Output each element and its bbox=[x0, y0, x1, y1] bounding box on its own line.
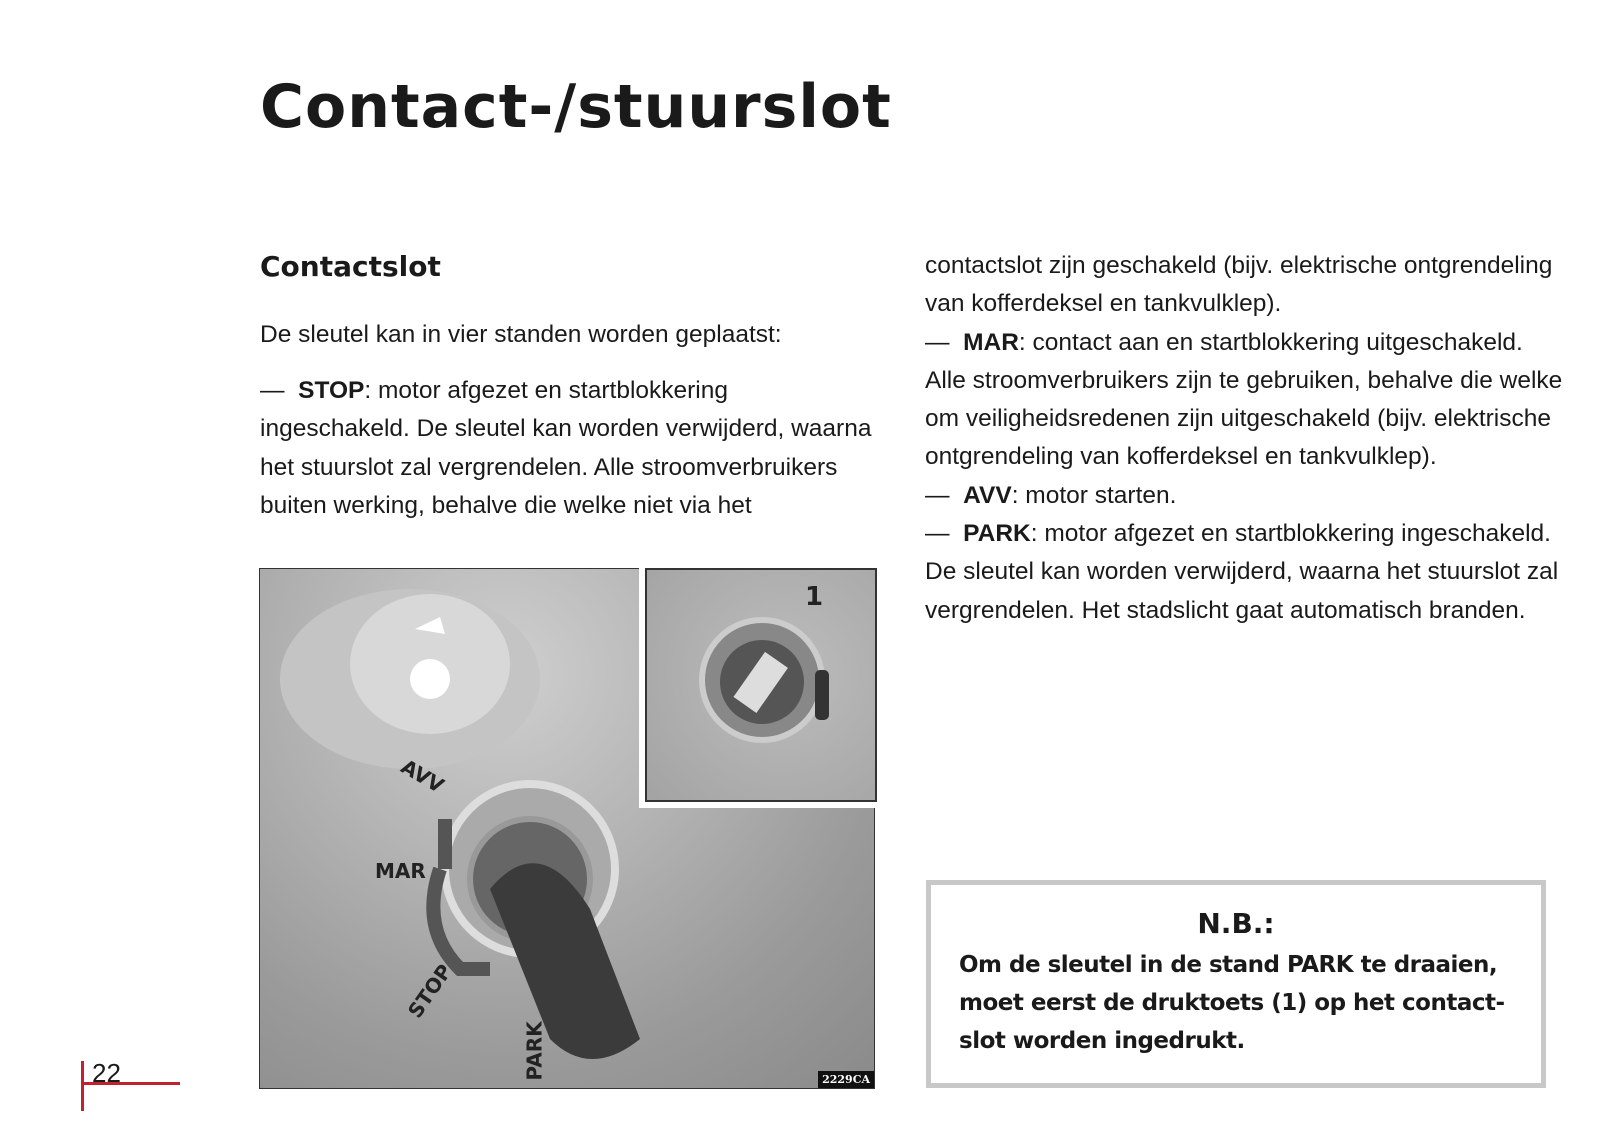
lock-cylinder-illustration bbox=[647, 570, 875, 800]
label-mar: MAR bbox=[375, 859, 426, 883]
mar-description: — MAR: contact aan en startblokkering uitgeschakeld. Alle stroomverbruikers zijn te gebruiken, behalve die welke om veiligheidsredenen zijn uitgeschakeld (bijv. elektrische ontgrendeling van kofferdeksel en tankvulklep). bbox=[925, 328, 1563, 471]
stop-description: — STOP: motor afgezet en startblokkering ingeschakeld. De sleutel kan worden verwijderd, waarna het stuurslot zal vergrendelen. Alle stroomverbruikers buiten werking, behalve die welke niet via het bbox=[260, 377, 872, 519]
intro-text: De sleutel kan in vier standen worden geplaatst: bbox=[260, 321, 782, 348]
label-stop: STOP bbox=[402, 959, 457, 1023]
label-park: PARK bbox=[522, 1021, 547, 1081]
park-description: — PARK: motor afgezet en startblokkering ingeschakeld. De sleutel kan worden verwijderd, waarna het stuurslot zal vergrendelen. Het stadslicht gaat automatisch branden. bbox=[925, 520, 1559, 624]
stop-description-continued: contactslot zijn geschakeld (bijv. elektrische ontgrendeling van kofferdeksel en tankvulklep). bbox=[925, 252, 1553, 318]
avv-description: — AVV: motor starten. bbox=[925, 481, 1177, 509]
label-avv: AVV bbox=[397, 754, 449, 798]
note-text: Om de sleutel in de stand PARK te draaien, moet eerst de druktoets (1) op het contact-slot worden ingedrukt. bbox=[959, 952, 1505, 1054]
note-title: N.B.: bbox=[1197, 907, 1275, 940]
inset-photo bbox=[645, 568, 877, 802]
page-marker-vertical bbox=[81, 1061, 84, 1111]
right-column bbox=[925, 247, 1565, 630]
figure-code: 2229CA bbox=[818, 1071, 874, 1088]
callout-1: 1 bbox=[805, 582, 824, 612]
page-title: Contact-/stuurslot bbox=[260, 72, 892, 142]
note-box bbox=[926, 880, 1546, 1088]
page-number: 22 bbox=[92, 1058, 121, 1088]
section-heading: Contactslot bbox=[260, 250, 441, 283]
